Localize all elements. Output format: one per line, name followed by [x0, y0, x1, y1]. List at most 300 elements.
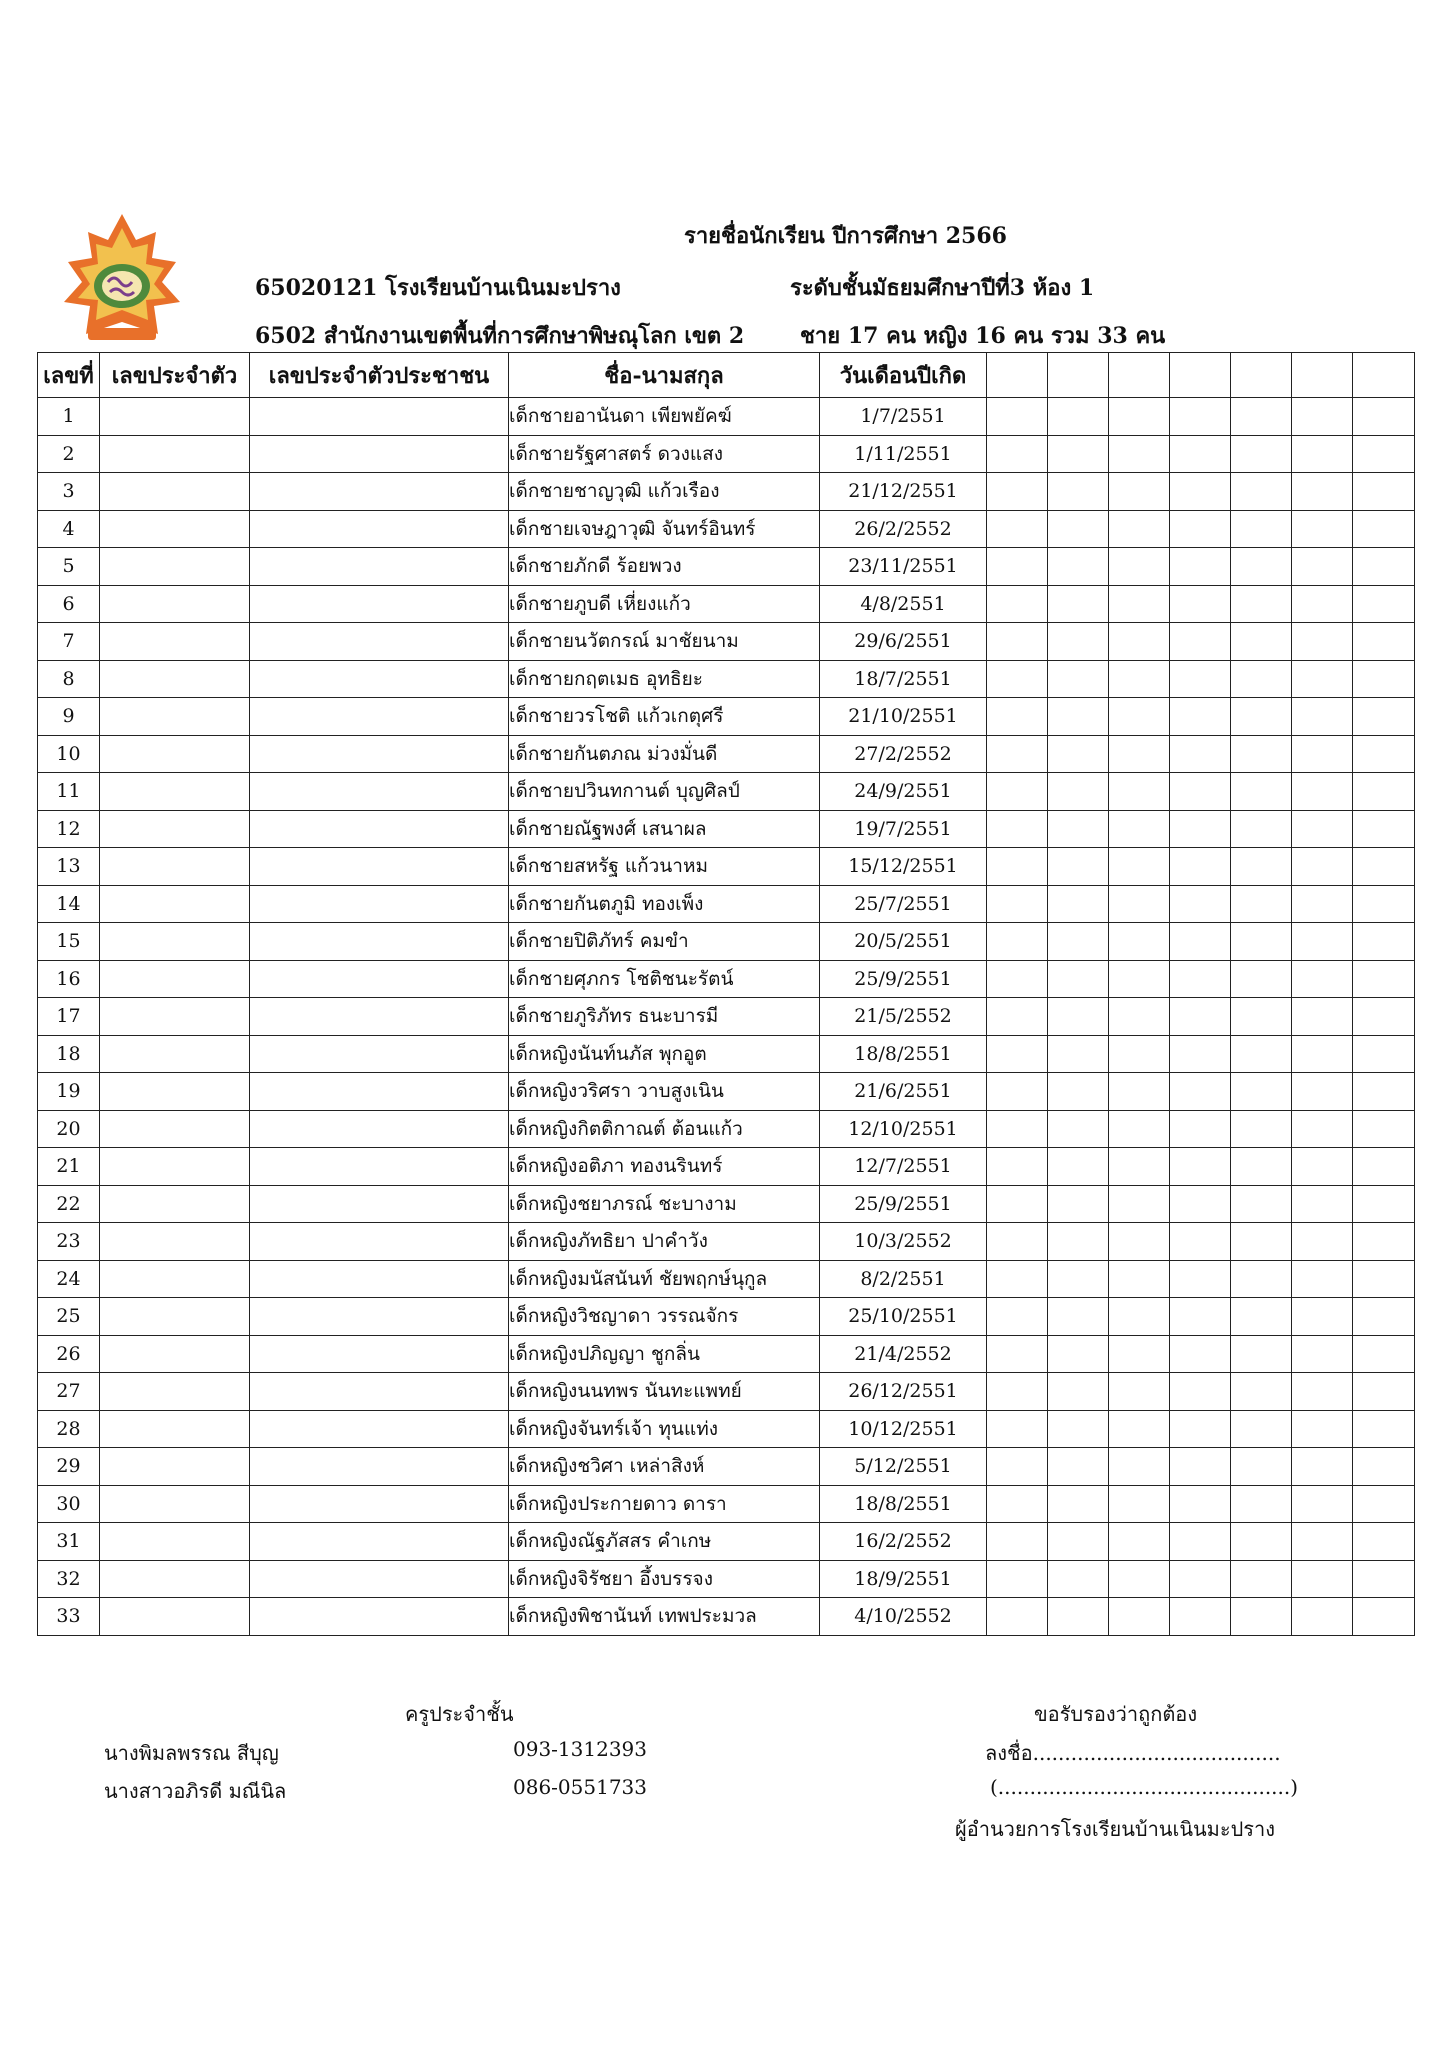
blank-cell [1170, 998, 1231, 1036]
row-number: 27 [38, 1373, 100, 1411]
blank-cell [1048, 885, 1109, 923]
birth-date: 24/9/2551 [820, 773, 987, 811]
student-name: เด็กชายนวัตกรณ์ มาชัยนาม [509, 623, 820, 661]
blank-column [1048, 353, 1109, 398]
blank-cell [987, 1560, 1048, 1598]
blank-cell [1109, 1598, 1170, 1636]
student-name: เด็กชายภูบดี เหี่ยงแก้ว [509, 585, 820, 623]
header-birth-date: วันเดือนปีเกิด [820, 353, 987, 398]
blank-cell [1292, 1598, 1353, 1636]
blank-cell [1109, 623, 1170, 661]
blank-cell [1231, 623, 1292, 661]
blank-cell [1048, 1110, 1109, 1148]
birth-date: 25/9/2551 [820, 960, 987, 998]
blank-cell [1231, 660, 1292, 698]
student-name: เด็กชายกฤตเมธ อุทธิยะ [509, 660, 820, 698]
citizen-id-cell [250, 473, 509, 511]
blank-cell [1353, 923, 1415, 961]
blank-cell [1353, 1560, 1415, 1598]
blank-cell [987, 960, 1048, 998]
blank-cell [1353, 998, 1415, 1036]
blank-cell [1170, 1335, 1231, 1373]
citizen-id-cell [250, 698, 509, 736]
row-number: 2 [38, 435, 100, 473]
blank-cell [1170, 848, 1231, 886]
student-id-cell [100, 1298, 250, 1336]
blank-cell [1231, 923, 1292, 961]
blank-cell [1048, 1560, 1109, 1598]
citizen-id-cell [250, 960, 509, 998]
blank-cell [1292, 998, 1353, 1036]
student-name: เด็กชายรัฐศาสตร์ ดวงแสง [509, 435, 820, 473]
student-name: เด็กชายภูริภัทร ธนะบารมี [509, 998, 820, 1036]
student-id-cell [100, 510, 250, 548]
blank-cell [1170, 510, 1231, 548]
birth-date: 19/7/2551 [820, 810, 987, 848]
row-number: 21 [38, 1148, 100, 1186]
citizen-id-cell [250, 1598, 509, 1636]
row-number: 25 [38, 1298, 100, 1336]
blank-cell [1231, 998, 1292, 1036]
blank-cell [1109, 585, 1170, 623]
student-id-cell [100, 923, 250, 961]
blank-cell [1048, 923, 1109, 961]
blank-cell [1170, 1223, 1231, 1261]
table-row [38, 998, 1415, 1036]
student-id-cell [100, 1148, 250, 1186]
student-name: เด็กหญิงชวิศา เหล่าสิงห์ [509, 1448, 820, 1486]
blank-cell [987, 773, 1048, 811]
table-row [38, 510, 1415, 548]
blank-cell [987, 1110, 1048, 1148]
blank-cell [1048, 510, 1109, 548]
table-row [38, 1148, 1415, 1186]
blank-cell [1109, 510, 1170, 548]
blank-cell [1109, 773, 1170, 811]
table-row [38, 773, 1415, 811]
blank-cell [1170, 1485, 1231, 1523]
student-id-cell [100, 660, 250, 698]
blank-cell [1048, 548, 1109, 586]
row-number: 4 [38, 510, 100, 548]
blank-cell [1048, 810, 1109, 848]
citizen-id-cell [250, 1485, 509, 1523]
birth-date: 26/2/2552 [820, 510, 987, 548]
table-row [38, 960, 1415, 998]
blank-cell [1109, 398, 1170, 436]
blank-cell [1109, 1148, 1170, 1186]
blank-cell [1109, 1298, 1170, 1336]
blank-cell [1109, 885, 1170, 923]
row-number: 13 [38, 848, 100, 886]
blank-cell [1353, 1410, 1415, 1448]
blank-cell [1170, 1373, 1231, 1411]
blank-cell [1353, 1523, 1415, 1561]
blank-cell [1292, 1035, 1353, 1073]
student-id-cell [100, 810, 250, 848]
blank-cell [987, 585, 1048, 623]
blank-cell [1292, 660, 1353, 698]
blank-cell [1048, 1335, 1109, 1373]
blank-cell [987, 1148, 1048, 1186]
header-full-name: ชื่อ-นามสกุล [509, 353, 820, 398]
student-id-cell [100, 998, 250, 1036]
blank-cell [987, 735, 1048, 773]
blank-cell [987, 1335, 1048, 1373]
student-name: เด็กหญิงชยาภรณ์ ชะบางาม [509, 1185, 820, 1223]
blank-cell [1231, 1560, 1292, 1598]
certification-note: ขอรับรองว่าถูกต้อง [1034, 1702, 1198, 1726]
birth-date: 25/10/2551 [820, 1298, 987, 1336]
blank-cell [1353, 960, 1415, 998]
blank-cell [1170, 810, 1231, 848]
signature-name-line: (..............................................) [990, 1775, 1299, 1799]
citizen-id-cell [250, 810, 509, 848]
blank-cell [1048, 1410, 1109, 1448]
blank-cell [1170, 735, 1231, 773]
blank-cell [1109, 1560, 1170, 1598]
blank-cell [1048, 1073, 1109, 1111]
blank-cell [1170, 1410, 1231, 1448]
student-name: เด็กชายปวินทกานต์ บุญศิลป์ [509, 773, 820, 811]
blank-cell [1231, 848, 1292, 886]
table-row [38, 435, 1415, 473]
blank-cell [987, 435, 1048, 473]
student-id-cell [100, 1560, 250, 1598]
student-name: เด็กหญิงนนทพร นันทะแพทย์ [509, 1373, 820, 1411]
blank-cell [1231, 1223, 1292, 1261]
blank-cell [1048, 1598, 1109, 1636]
citizen-id-cell [250, 398, 509, 436]
student-id-cell [100, 960, 250, 998]
blank-cell [1292, 885, 1353, 923]
citizen-id-cell [250, 848, 509, 886]
row-number: 28 [38, 1410, 100, 1448]
blank-cell [987, 1373, 1048, 1411]
blank-cell [1170, 960, 1231, 998]
student-count-summary: ชาย 17 คน หญิง 16 คน รวม 33 คน [800, 323, 1166, 349]
student-name: เด็กหญิงจันทร์เจ้า ทุนแท่ง [509, 1410, 820, 1448]
birth-date: 4/10/2552 [820, 1598, 987, 1636]
student-id-cell [100, 773, 250, 811]
blank-cell [1231, 1598, 1292, 1636]
header-citizen-id: เลขประจำตัวประชาชน [250, 353, 509, 398]
homeroom-teacher-heading: ครูประจำชั้น [405, 1702, 514, 1726]
blank-cell [987, 473, 1048, 511]
student-name: เด็กหญิงภัทธิยา ปาคำวัง [509, 1223, 820, 1261]
blank-cell [1109, 1223, 1170, 1261]
citizen-id-cell [250, 998, 509, 1036]
director-title: ผู้อำนวยการโรงเรียนบ้านเนินมะปราง [955, 1817, 1276, 1841]
blank-cell [1292, 1110, 1353, 1148]
class-level: ระดับชั้นมัธยมศึกษาปีที่3 ห้อง 1 [790, 275, 1095, 301]
student-id-cell [100, 623, 250, 661]
row-number: 17 [38, 998, 100, 1036]
blank-cell [1231, 1335, 1292, 1373]
table-row [38, 1185, 1415, 1223]
student-id-cell [100, 1598, 250, 1636]
blank-cell [1170, 1523, 1231, 1561]
blank-cell [1231, 1035, 1292, 1073]
blank-cell [1048, 960, 1109, 998]
teacher-2-phone: 086-0551733 [513, 1775, 648, 1799]
blank-cell [1170, 623, 1231, 661]
blank-cell [987, 923, 1048, 961]
citizen-id-cell [250, 435, 509, 473]
blank-cell [1353, 585, 1415, 623]
table-row [38, 1560, 1415, 1598]
row-number: 31 [38, 1523, 100, 1561]
blank-cell [1292, 735, 1353, 773]
blank-cell [1109, 1260, 1170, 1298]
blank-column [1353, 353, 1415, 398]
student-name: เด็กหญิงวริศรา วาบสูงเนิน [509, 1073, 820, 1111]
blank-cell [1292, 398, 1353, 436]
table-row [38, 1223, 1415, 1261]
blank-cell [1170, 1598, 1231, 1636]
blank-cell [987, 1223, 1048, 1261]
blank-cell [987, 998, 1048, 1036]
student-id-cell [100, 735, 250, 773]
student-id-cell [100, 1223, 250, 1261]
citizen-id-cell [250, 773, 509, 811]
blank-cell [1170, 773, 1231, 811]
table-row [38, 885, 1415, 923]
row-number: 11 [38, 773, 100, 811]
blank-cell [1292, 1373, 1353, 1411]
row-number: 26 [38, 1335, 100, 1373]
row-number: 6 [38, 585, 100, 623]
blank-column [1109, 353, 1170, 398]
blank-cell [1109, 810, 1170, 848]
birth-date: 26/12/2551 [820, 1373, 987, 1411]
blank-cell [1109, 1448, 1170, 1486]
school-emblem-logo [58, 210, 186, 350]
blank-cell [1048, 1148, 1109, 1186]
row-number: 14 [38, 885, 100, 923]
blank-cell [1292, 585, 1353, 623]
row-number: 10 [38, 735, 100, 773]
blank-cell [1292, 1185, 1353, 1223]
row-number: 1 [38, 398, 100, 436]
blank-cell [1109, 1335, 1170, 1373]
citizen-id-cell [250, 1185, 509, 1223]
row-number: 15 [38, 923, 100, 961]
table-row [38, 848, 1415, 886]
blank-cell [1292, 960, 1353, 998]
blank-cell [1109, 848, 1170, 886]
blank-cell [1231, 960, 1292, 998]
blank-cell [1170, 1448, 1231, 1486]
student-name: เด็กชายกันตภณ ม่วงมั่นดี [509, 735, 820, 773]
birth-date: 10/3/2552 [820, 1223, 987, 1261]
header-number: เลขที่ [38, 353, 100, 398]
row-number: 20 [38, 1110, 100, 1148]
blank-cell [1353, 848, 1415, 886]
blank-cell [1292, 1298, 1353, 1336]
student-name: เด็กหญิงณัฐภัสสร คำเกษ [509, 1523, 820, 1561]
blank-cell [987, 660, 1048, 698]
blank-cell [987, 848, 1048, 886]
blank-cell [1109, 1110, 1170, 1148]
table-row [38, 660, 1415, 698]
document-title: รายชื่อนักเรียน ปีการศึกษา 2566 [684, 223, 1007, 249]
citizen-id-cell [250, 1223, 509, 1261]
header-student-id: เลขประจำตัว [100, 353, 250, 398]
blank-cell [1170, 923, 1231, 961]
birth-date: 21/5/2552 [820, 998, 987, 1036]
table-row [38, 1073, 1415, 1111]
row-number: 5 [38, 548, 100, 586]
blank-cell [987, 1035, 1048, 1073]
blank-cell [1170, 698, 1231, 736]
citizen-id-cell [250, 510, 509, 548]
blank-cell [1353, 1598, 1415, 1636]
citizen-id-cell [250, 1110, 509, 1148]
row-number: 33 [38, 1598, 100, 1636]
blank-cell [987, 1260, 1048, 1298]
student-name: เด็กชายศุภกร โชติชนะรัตน์ [509, 960, 820, 998]
blank-cell [1048, 735, 1109, 773]
student-name: เด็กชายภักดี ร้อยพวง [509, 548, 820, 586]
birth-date: 21/4/2552 [820, 1335, 987, 1373]
blank-cell [1231, 773, 1292, 811]
blank-cell [987, 1298, 1048, 1336]
blank-cell [1292, 1523, 1353, 1561]
student-name: เด็กชายอานันดา เพียพยัคฆ์ [509, 398, 820, 436]
student-name: เด็กชายวรโชติ แก้วเกตุศรี [509, 698, 820, 736]
citizen-id-cell [250, 1148, 509, 1186]
blank-cell [987, 1073, 1048, 1111]
blank-cell [1353, 1335, 1415, 1373]
row-number: 24 [38, 1260, 100, 1298]
blank-cell [1048, 1223, 1109, 1261]
blank-cell [1231, 810, 1292, 848]
blank-cell [1048, 1523, 1109, 1561]
student-id-cell [100, 1035, 250, 1073]
blank-cell [1231, 1523, 1292, 1561]
row-number: 23 [38, 1223, 100, 1261]
birth-date: 5/12/2551 [820, 1448, 987, 1486]
blank-cell [1231, 1148, 1292, 1186]
student-name: เด็กหญิงกิตติกาณต์ ต้อนแก้ว [509, 1110, 820, 1148]
student-id-cell [100, 548, 250, 586]
blank-cell [1231, 548, 1292, 586]
birth-date: 10/12/2551 [820, 1410, 987, 1448]
blank-cell [1170, 548, 1231, 586]
blank-cell [1170, 1560, 1231, 1598]
blank-cell [1231, 1073, 1292, 1111]
blank-cell [1109, 1073, 1170, 1111]
blank-cell [1292, 1448, 1353, 1486]
blank-cell [1292, 1335, 1353, 1373]
blank-cell [1048, 623, 1109, 661]
birth-date: 18/8/2551 [820, 1485, 987, 1523]
blank-cell [1292, 1560, 1353, 1598]
student-id-cell [100, 1185, 250, 1223]
blank-cell [1292, 848, 1353, 886]
citizen-id-cell [250, 548, 509, 586]
table-row [38, 1373, 1415, 1411]
table-row [38, 1523, 1415, 1561]
blank-cell [1353, 623, 1415, 661]
blank-cell [1292, 1485, 1353, 1523]
birth-date: 23/11/2551 [820, 548, 987, 586]
teacher-1-phone: 093-1312393 [513, 1737, 648, 1761]
blank-cell [1292, 1073, 1353, 1111]
blank-cell [1292, 1223, 1353, 1261]
birth-date: 25/7/2551 [820, 885, 987, 923]
birth-date: 4/8/2551 [820, 585, 987, 623]
blank-cell [1048, 773, 1109, 811]
blank-cell [1170, 660, 1231, 698]
blank-cell [1292, 1148, 1353, 1186]
table-row [38, 1298, 1415, 1336]
blank-cell [1292, 698, 1353, 736]
blank-cell [1109, 960, 1170, 998]
birth-date: 21/10/2551 [820, 698, 987, 736]
row-number: 19 [38, 1073, 100, 1111]
school-code-name: 65020121 โรงเรียนบ้านเนินมะปราง [255, 275, 621, 301]
blank-cell [1048, 848, 1109, 886]
table-row [38, 1260, 1415, 1298]
blank-cell [1353, 1298, 1415, 1336]
birth-date: 18/8/2551 [820, 1035, 987, 1073]
blank-cell [1292, 810, 1353, 848]
blank-cell [1170, 1260, 1231, 1298]
blank-cell [987, 698, 1048, 736]
blank-cell [1292, 773, 1353, 811]
blank-cell [1353, 698, 1415, 736]
blank-cell [1353, 548, 1415, 586]
student-name: เด็กหญิงนันท์นภัส พุกอูต [509, 1035, 820, 1073]
row-number: 12 [38, 810, 100, 848]
blank-cell [1353, 398, 1415, 436]
student-name: เด็กหญิงวิชญาดา วรรณจักร [509, 1298, 820, 1336]
blank-cell [1231, 885, 1292, 923]
row-number: 7 [38, 623, 100, 661]
blank-cell [1109, 698, 1170, 736]
blank-cell [1170, 435, 1231, 473]
student-id-cell [100, 698, 250, 736]
table-row [38, 1448, 1415, 1486]
table-row [38, 623, 1415, 661]
birth-date: 8/2/2551 [820, 1260, 987, 1298]
student-id-cell [100, 885, 250, 923]
citizen-id-cell [250, 1298, 509, 1336]
table-row [38, 1598, 1415, 1636]
table-row [38, 923, 1415, 961]
blank-cell [1231, 473, 1292, 511]
blank-cell [1231, 1260, 1292, 1298]
blank-cell [1109, 1373, 1170, 1411]
student-id-cell [100, 1523, 250, 1561]
blank-cell [1353, 1373, 1415, 1411]
student-name: เด็กหญิงมนัสนันท์ ชัยพฤกษ์นุกูล [509, 1260, 820, 1298]
blank-cell [1353, 473, 1415, 511]
blank-cell [1170, 398, 1231, 436]
birth-date: 21/6/2551 [820, 1073, 987, 1111]
blank-cell [1353, 810, 1415, 848]
citizen-id-cell [250, 885, 509, 923]
blank-cell [1109, 1523, 1170, 1561]
blank-cell [1231, 735, 1292, 773]
row-number: 8 [38, 660, 100, 698]
blank-cell [1048, 698, 1109, 736]
blank-cell [1170, 1110, 1231, 1148]
blank-cell [1109, 1485, 1170, 1523]
blank-cell [1048, 660, 1109, 698]
